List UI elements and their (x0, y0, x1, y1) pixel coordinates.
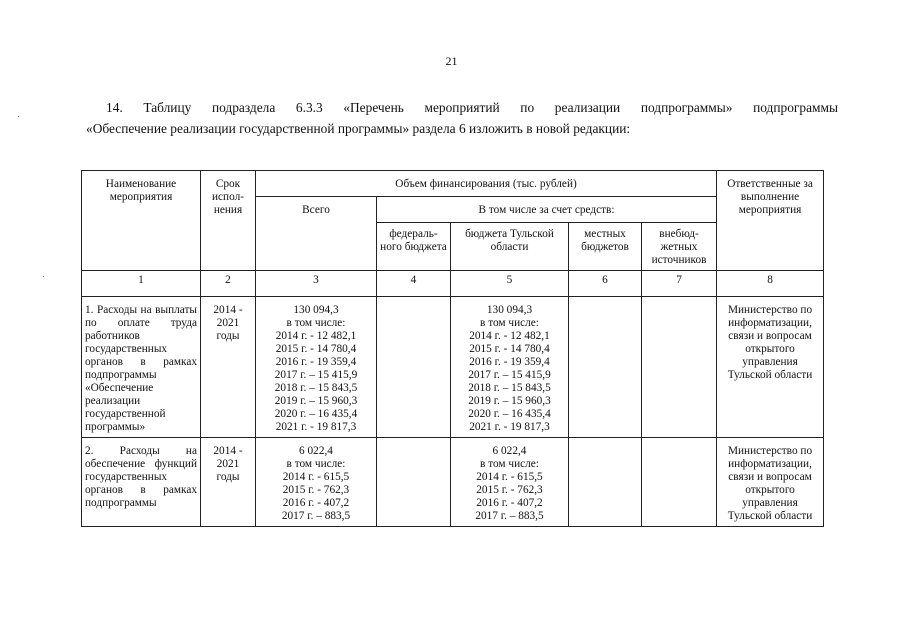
intro-paragraph (86, 97, 838, 139)
header-name: Наименование мероприятия (82, 171, 201, 271)
scan-speck (18, 116, 19, 117)
activity-name: 2. Расходы на обеспечение функций государственных органов в рамках подпрограммы (82, 438, 201, 527)
header-term: Срок испол-нения (201, 171, 256, 271)
activity-term: 2014 - 2021 годы (201, 297, 256, 438)
header-responsible: Ответственные за выполнение мероприятия (717, 171, 824, 271)
header-row-1 (82, 171, 824, 197)
column-number: 7 (642, 271, 717, 297)
page-number: 21 (445, 54, 458, 68)
funding-federal (377, 438, 451, 527)
column-number-row (82, 271, 824, 297)
funding-regional: 6 022,4 в том числе: 2014 г. - 615,5 2015 г. - 762,3 2016 г. - 407,2 2017 г. – 883,5 (451, 438, 569, 527)
column-number: 1 (82, 271, 201, 297)
funding-total: 130 094,3 в том числе: 2014 г. - 12 482,1 2015 г. - 14 780,4 2016 г. - 19 359,4 2017 г. – 15 415,9 2018 г. – 15 843,5 2019 г. – 15 960,3 2020 г. – 16 435,4 2021 г. - 19 817,3 (256, 297, 377, 438)
column-number: 3 (256, 271, 377, 297)
intro-line-1: 14. Таблицу подраздела 6.3.3 «Перечень мероприятий по реализации подпрограммы» подпрограммы (106, 100, 838, 115)
funding-extra (642, 438, 717, 527)
header-total: Всего (256, 197, 377, 271)
funding-local (569, 297, 642, 438)
header-including: В том числе за счет средств: (377, 197, 717, 223)
funding-total: 6 022,4 в том числе: 2014 г. - 615,5 2015 г. - 762,3 2016 г. - 407,2 2017 г. – 883,5 (256, 438, 377, 527)
funding-extra (642, 297, 717, 438)
column-number: 4 (377, 271, 451, 297)
header-federal: федераль-ного бюджета (377, 223, 451, 271)
scan-speck (43, 276, 44, 277)
table-row (82, 438, 824, 527)
funding-local (569, 438, 642, 527)
column-number: 5 (451, 271, 569, 297)
activity-name: 1. Расходы на выплаты по оплате труда работников государственных органов в рамках подпрограммы «Обеспечение реализации государственной программы» (82, 297, 201, 438)
activity-term: 2014 - 2021 годы (201, 438, 256, 527)
column-number: 6 (569, 271, 642, 297)
header-local: местных бюджетов (569, 223, 642, 271)
header-extra: внебюд-жетных источников (642, 223, 717, 271)
table-row (82, 297, 824, 438)
header-funding: Объем финансирования (тыс. рублей) (256, 171, 717, 197)
funding-federal (377, 297, 451, 438)
responsible-body: Министерство по информатизации, связи и вопросам открытого управления Тульской области (717, 297, 824, 438)
column-number: 2 (201, 271, 256, 297)
funding-regional: 130 094,3 в том числе: 2014 г. - 12 482,1 2015 г. - 14 780,4 2016 г. - 19 359,4 2017 г. – 15 415,9 2018 г. – 15 843,5 2019 г. – 15 960,3 2020 г. – 16 435,4 2021 г. - 19 817,3 (451, 297, 569, 438)
column-number: 8 (717, 271, 824, 297)
intro-line-2: «Обеспечение реализации государственной программы» раздела 6 изложить в новой редакции: (86, 121, 631, 136)
header-regional: бюджета Тульской области (451, 223, 569, 271)
activities-table (81, 170, 824, 527)
responsible-body: Министерство по информатизации, связи и вопросам открытого управления Тульской области (717, 438, 824, 527)
